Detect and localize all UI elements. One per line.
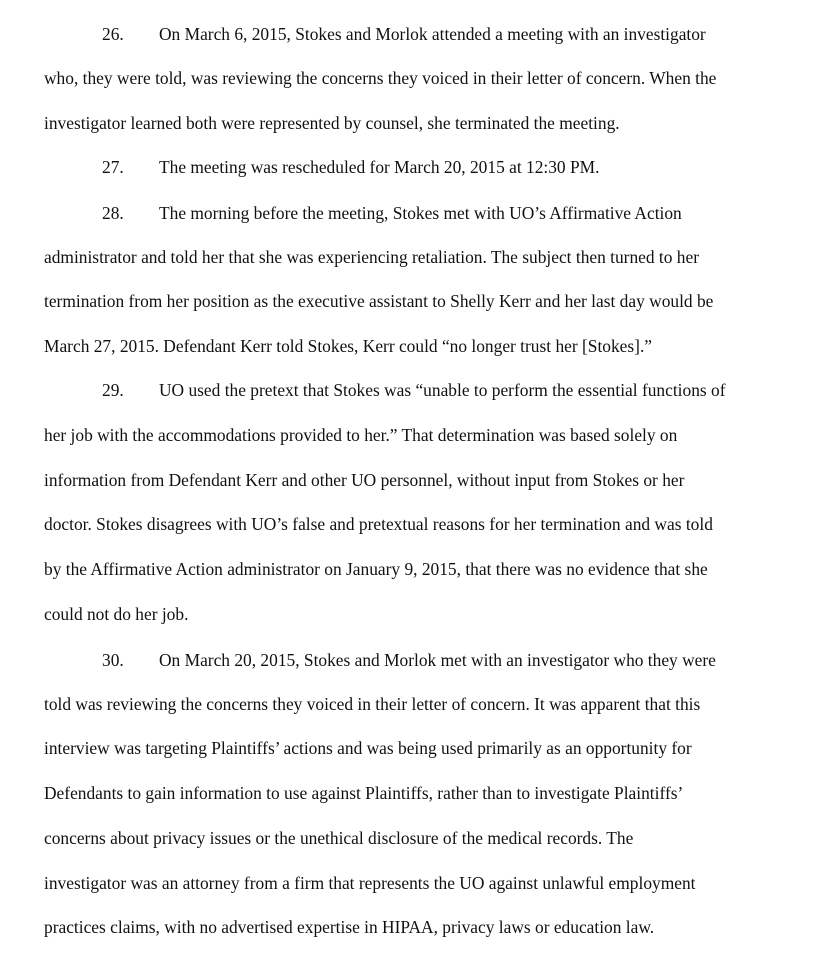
paragraph-29-line-5: by the Affirmative Action administrator on January 9, 2015, that there was no evidence that she (44, 559, 708, 579)
paragraph-28-line-3: termination from her position as the executive assistant to Shelly Kerr and her last day would be (44, 291, 714, 311)
paragraph-number-29: 29. (102, 380, 124, 400)
paragraph-28-line-1: The morning before the meeting, Stokes met with UO’s Affirmative Action (159, 203, 682, 223)
paragraph-29-line-4: doctor. Stokes disagrees with UO’s false and pretextual reasons for her termination and was told (44, 514, 713, 534)
paragraph-30-line-4: Defendants to gain information to use against Plaintiffs, rather than to investigate Plaintiffs’ (44, 783, 684, 803)
paragraph-29-line-1: UO used the pretext that Stokes was “unable to perform the essential functions of (159, 380, 726, 400)
paragraph-26-line-3: investigator learned both were represented by counsel, she terminated the meeting. (44, 113, 620, 133)
paragraph-30-line-2: told was reviewing the concerns they voiced in their letter of concern. It was apparent that this (44, 694, 701, 714)
paragraph-number-28: 28. (102, 203, 124, 223)
paragraph-number-30: 30. (102, 650, 124, 670)
paragraph-30-line-1: On March 20, 2015, Stokes and Morlok met with an investigator who they were (159, 650, 716, 670)
paragraph-26-line-1: On March 6, 2015, Stokes and Morlok attended a meeting with an investigator (159, 24, 706, 44)
paragraph-29-line-2: her job with the accommodations provided to her.” That determination was based solely on (44, 425, 678, 445)
paragraph-29-line-3: information from Defendant Kerr and other UO personnel, without input from Stokes or her (44, 470, 685, 490)
paragraph-27-line-1: The meeting was rescheduled for March 20, 2015 at 12:30 PM. (159, 157, 600, 177)
paragraph-26-line-2: who, they were told, was reviewing the concerns they voiced in their letter of concern. When the (44, 68, 717, 88)
paragraph-30-line-6: investigator was an attorney from a firm that represents the UO against unlawful employment (44, 873, 696, 893)
paragraph-28-line-2: administrator and told her that she was experiencing retaliation. The subject then turned to her (44, 247, 700, 267)
paragraph-number-27: 27. (102, 157, 124, 177)
paragraph-30-line-7: practices claims, with no advertised expertise in HIPAA, privacy laws or education law. (44, 917, 655, 937)
paragraph-29-line-6: could not do her job. (44, 604, 189, 624)
paragraph-30-line-3: interview was targeting Plaintiffs’ actions and was being used primarily as an opportunity for (44, 738, 692, 758)
paragraph-28-line-4: March 27, 2015. Defendant Kerr told Stokes, Kerr could “no longer trust her [Stokes].” (44, 336, 653, 356)
paragraph-30-line-5: concerns about privacy issues or the unethical disclosure of the medical records. The (44, 828, 634, 848)
paragraph-number-26: 26. (102, 24, 124, 44)
